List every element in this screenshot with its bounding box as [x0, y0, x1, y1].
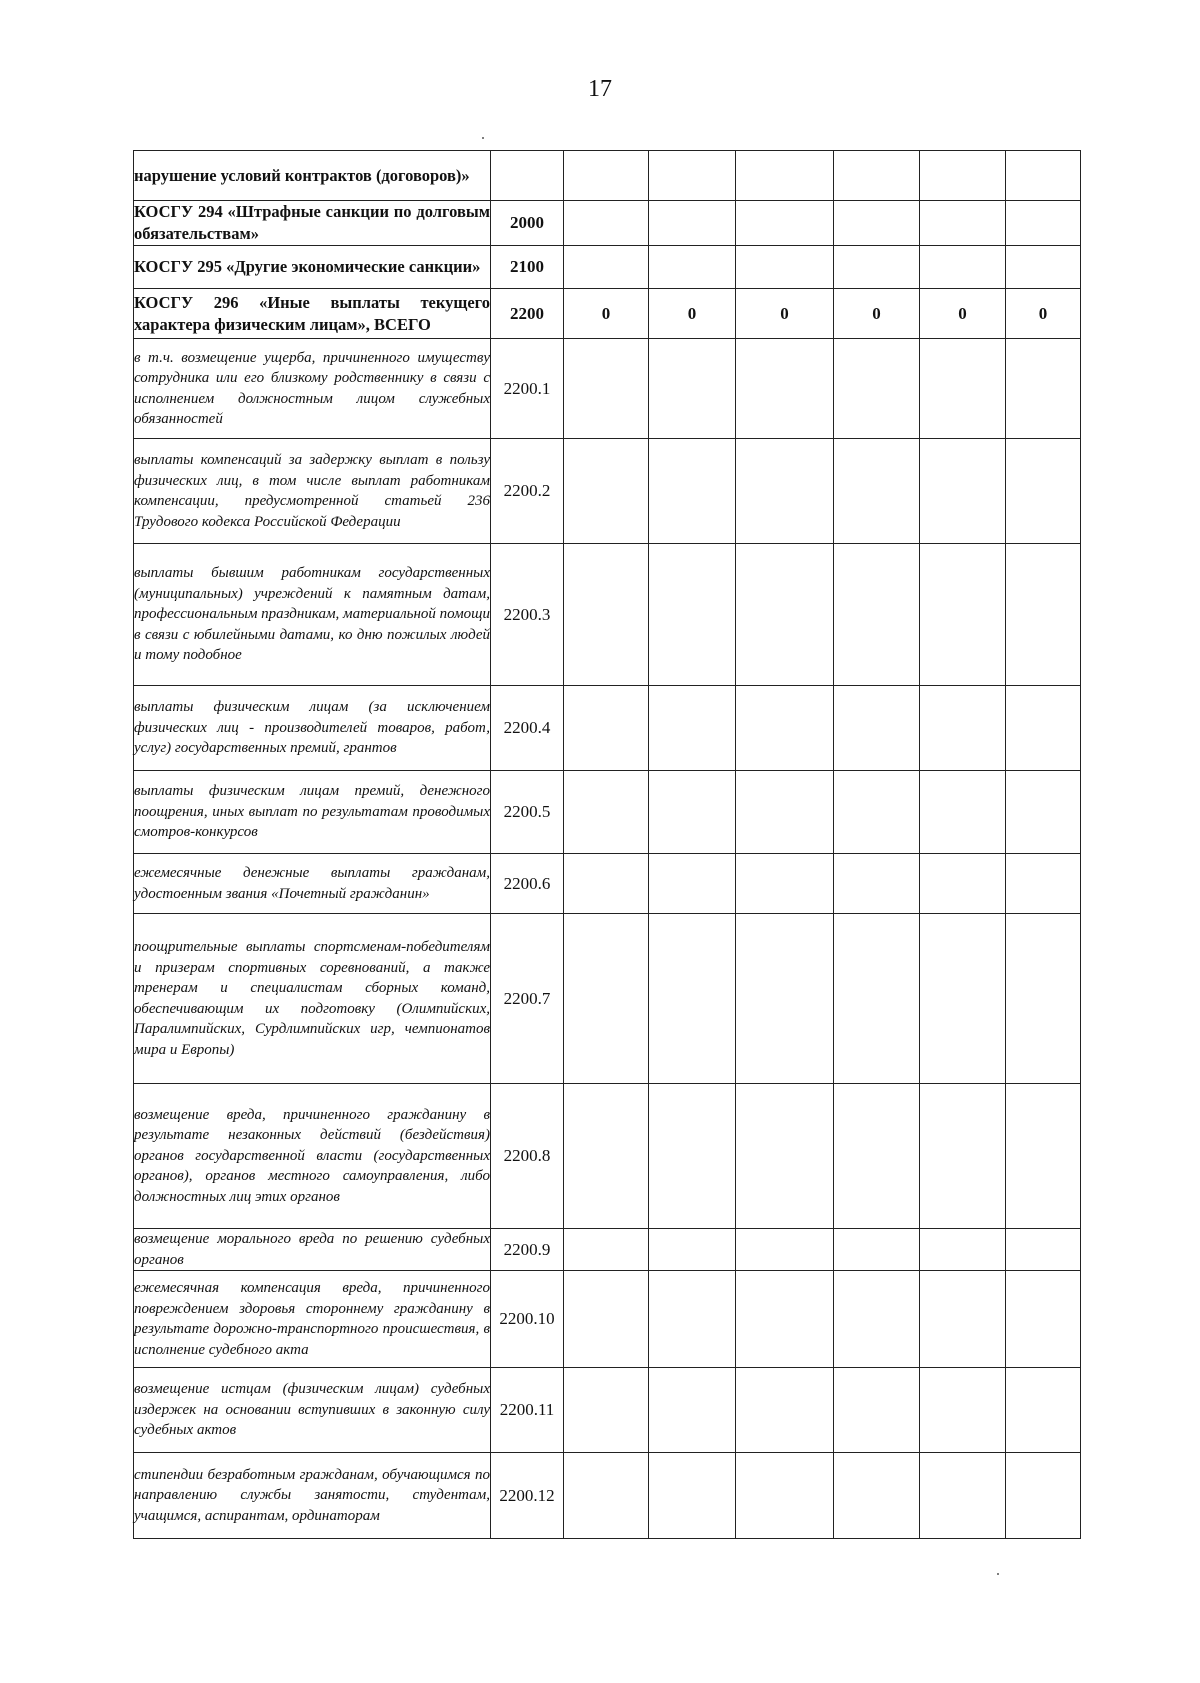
- value-cell: [920, 686, 1006, 771]
- value-cell: [920, 1368, 1006, 1453]
- value-cell: [920, 544, 1006, 686]
- table-row: [134, 201, 1081, 246]
- row-code: 2200.11: [491, 1368, 564, 1453]
- value-cell: [736, 1453, 834, 1539]
- value-cell: [920, 151, 1006, 201]
- value-cell: [564, 771, 649, 854]
- row-code: 2200.8: [491, 1084, 564, 1229]
- value-cell: [564, 1084, 649, 1229]
- table-row: [134, 246, 1081, 289]
- value-cell: [736, 854, 834, 914]
- value-cell: [649, 439, 736, 544]
- value-cell: [736, 1084, 834, 1229]
- value-cell: [920, 339, 1006, 439]
- table-body: [134, 151, 1081, 1539]
- row-code: 2200.7: [491, 914, 564, 1084]
- row-description: ежемесячная компенсация вреда, причиненного повреждением здоровья стороннему гражданину в результате дорожно-транспортного происшествия, в исполнение судебного акта: [134, 1271, 491, 1368]
- value-cell: [1006, 151, 1081, 201]
- table-row: [134, 1271, 1081, 1368]
- row-code: 2200.5: [491, 771, 564, 854]
- row-description: КОСГУ 294 «Штрафные санкции по долговым обязательствам»: [134, 201, 491, 246]
- row-code: 2200.9: [491, 1229, 564, 1271]
- value-cell: [736, 201, 834, 246]
- value-cell: [834, 151, 920, 201]
- value-cell: [649, 1368, 736, 1453]
- row-description: КОСГУ 295 «Другие экономические санкции»: [134, 246, 491, 289]
- value-cell: [834, 771, 920, 854]
- value-cell: [920, 1271, 1006, 1368]
- value-cell: 0: [920, 289, 1006, 339]
- row-code: 2000: [491, 201, 564, 246]
- value-cell: [834, 1271, 920, 1368]
- row-description: в т.ч. возмещение ущерба, причиненного имуществу сотрудника или его близкому родственнику в связи с исполнением должностным лицом служебных обязанностей: [134, 339, 491, 439]
- value-cell: [736, 246, 834, 289]
- row-code: 2200.3: [491, 544, 564, 686]
- value-cell: [834, 1368, 920, 1453]
- value-cell: [649, 686, 736, 771]
- row-code: 2200.4: [491, 686, 564, 771]
- table-row: [134, 686, 1081, 771]
- value-cell: [649, 246, 736, 289]
- table-row: [134, 854, 1081, 914]
- value-cell: [564, 339, 649, 439]
- value-cell: [649, 771, 736, 854]
- row-description: КОСГУ 296 «Иные выплаты текущего характера физическим лицам», ВСЕГО: [134, 289, 491, 339]
- value-cell: [649, 544, 736, 686]
- value-cell: [920, 439, 1006, 544]
- value-cell: [1006, 201, 1081, 246]
- value-cell: [1006, 914, 1081, 1084]
- value-cell: [1006, 1368, 1081, 1453]
- value-cell: [649, 1084, 736, 1229]
- table-row: [134, 339, 1081, 439]
- value-cell: [736, 439, 834, 544]
- value-cell: [1006, 544, 1081, 686]
- value-cell: [564, 1229, 649, 1271]
- table-row: [134, 914, 1081, 1084]
- table-row: [134, 1368, 1081, 1453]
- value-cell: [834, 544, 920, 686]
- value-cell: [564, 854, 649, 914]
- value-cell: [920, 914, 1006, 1084]
- value-cell: [649, 201, 736, 246]
- value-cell: [834, 1453, 920, 1539]
- value-cell: [920, 201, 1006, 246]
- value-cell: [736, 544, 834, 686]
- value-cell: [649, 1453, 736, 1539]
- row-description: стипендии безработным гражданам, обучающимся по направлению службы занятости, студентам, учащимся, аспирантам, ординаторам: [134, 1453, 491, 1539]
- row-code: 2100: [491, 246, 564, 289]
- value-cell: [834, 1084, 920, 1229]
- value-cell: [834, 854, 920, 914]
- value-cell: [736, 1229, 834, 1271]
- value-cell: [736, 914, 834, 1084]
- value-cell: [834, 1229, 920, 1271]
- row-code: [491, 151, 564, 201]
- scan-speck: [482, 137, 484, 139]
- value-cell: [834, 439, 920, 544]
- value-cell: [649, 151, 736, 201]
- value-cell: [736, 1368, 834, 1453]
- value-cell: [649, 914, 736, 1084]
- value-cell: [1006, 771, 1081, 854]
- value-cell: [564, 1368, 649, 1453]
- value-cell: [920, 246, 1006, 289]
- row-description: поощрительные выплаты спортсменам-победителям и призерам спортивных соревнований, а также тренерам и специалистам сборных команд, обеспечивающим их подготовку (Олимпийских, Паралимпийских, Сурдлимпийских игр, чемпионатов мира и Европы): [134, 914, 491, 1084]
- row-description: выплаты бывшим работникам государственных (муниципальных) учреждений к памятным датам, профессиональным праздникам, материальной помощи в связи с юбилейными датами, ко дню пожилых людей и тому подобное: [134, 544, 491, 686]
- table-row: [134, 1084, 1081, 1229]
- table-row: [134, 544, 1081, 686]
- row-description: выплаты компенсаций за задержку выплат в пользу физических лиц, в том числе выплат работникам компенсации, предусмотренной статьей 236 Трудового кодекса Российской Федерации: [134, 439, 491, 544]
- table-row: [134, 1229, 1081, 1271]
- value-cell: [736, 151, 834, 201]
- value-cell: [920, 1453, 1006, 1539]
- value-cell: [649, 339, 736, 439]
- value-cell: [649, 854, 736, 914]
- value-cell: [1006, 854, 1081, 914]
- value-cell: [920, 854, 1006, 914]
- value-cell: [564, 151, 649, 201]
- value-cell: [649, 1271, 736, 1368]
- table-row: [134, 289, 1081, 339]
- value-cell: [920, 771, 1006, 854]
- value-cell: [649, 1229, 736, 1271]
- table-row: [134, 439, 1081, 544]
- table-row: [134, 151, 1081, 201]
- value-cell: [564, 439, 649, 544]
- row-code: 2200.6: [491, 854, 564, 914]
- table-row: [134, 771, 1081, 854]
- row-code: 2200.12: [491, 1453, 564, 1539]
- value-cell: [736, 686, 834, 771]
- value-cell: [564, 1453, 649, 1539]
- budget-table: [133, 150, 1081, 1539]
- row-code: 2200: [491, 289, 564, 339]
- value-cell: [834, 686, 920, 771]
- value-cell: [1006, 1453, 1081, 1539]
- row-description: выплаты физическим лицам (за исключением физических лиц - производителей товаров, работ, услуг) государственных премий, грантов: [134, 686, 491, 771]
- value-cell: [1006, 686, 1081, 771]
- value-cell: [736, 771, 834, 854]
- value-cell: [1006, 246, 1081, 289]
- value-cell: [564, 686, 649, 771]
- value-cell: [834, 339, 920, 439]
- value-cell: [1006, 439, 1081, 544]
- value-cell: [834, 246, 920, 289]
- row-description: возмещение вреда, причиненного гражданину в результате незаконных действий (бездействия) органов государственной власти (государственных органов), органов местного самоуправления, либо должностных лиц этих органов: [134, 1084, 491, 1229]
- row-code: 2200.10: [491, 1271, 564, 1368]
- page-number: 17: [588, 76, 612, 102]
- table-row: [134, 1453, 1081, 1539]
- value-cell: [564, 914, 649, 1084]
- value-cell: [1006, 1229, 1081, 1271]
- value-cell: [564, 1271, 649, 1368]
- value-cell: [920, 1229, 1006, 1271]
- value-cell: 0: [1006, 289, 1081, 339]
- row-description: возмещение морального вреда по решению судебных органов: [134, 1229, 491, 1271]
- row-description: выплаты физическим лицам премий, денежного поощрения, иных выплат по результатам проводимых смотров-конкурсов: [134, 771, 491, 854]
- value-cell: [920, 1084, 1006, 1229]
- value-cell: [1006, 1271, 1081, 1368]
- row-code: 2200.2: [491, 439, 564, 544]
- value-cell: 0: [564, 289, 649, 339]
- value-cell: [736, 339, 834, 439]
- scan-speck: [997, 1573, 999, 1575]
- row-code: 2200.1: [491, 339, 564, 439]
- row-description: ежемесячные денежные выплаты гражданам, удостоенным звания «Почетный гражданин»: [134, 854, 491, 914]
- value-cell: [736, 1271, 834, 1368]
- value-cell: 0: [834, 289, 920, 339]
- value-cell: [1006, 1084, 1081, 1229]
- value-cell: [834, 201, 920, 246]
- value-cell: [564, 246, 649, 289]
- row-description: возмещение истцам (физическим лицам) судебных издержек на основании вступивших в законную силу судебных актов: [134, 1368, 491, 1453]
- value-cell: [564, 201, 649, 246]
- value-cell: [1006, 339, 1081, 439]
- row-description: нарушение условий контрактов (договоров)»: [134, 151, 491, 201]
- value-cell: [564, 544, 649, 686]
- value-cell: [834, 914, 920, 1084]
- value-cell: 0: [649, 289, 736, 339]
- value-cell: 0: [736, 289, 834, 339]
